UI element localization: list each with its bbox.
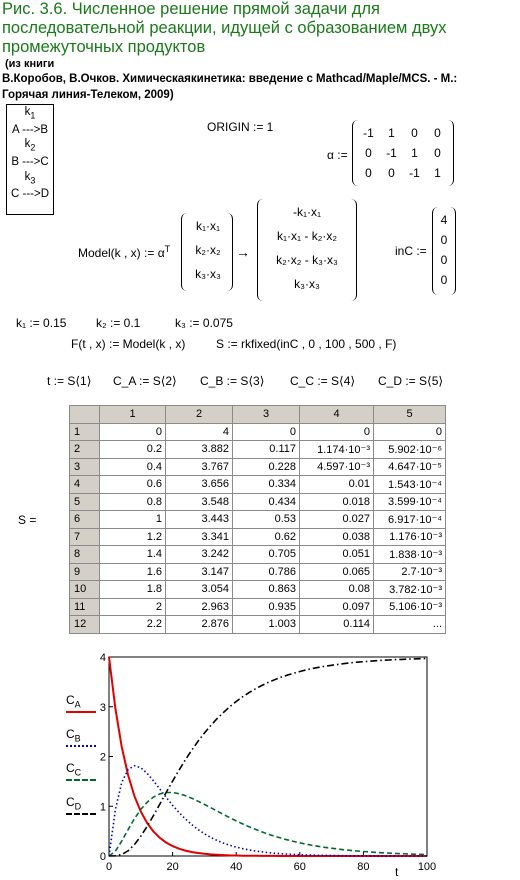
row-header: 6 xyxy=(70,511,100,529)
table-row xyxy=(70,493,446,511)
table-cell[interactable]: 0.434 xyxy=(233,493,300,511)
matrix-cell: 0 xyxy=(440,253,448,267)
table-cell[interactable]: 2.2 xyxy=(100,616,166,634)
table-row xyxy=(70,423,446,441)
y-tick-label: 2 xyxy=(99,751,106,764)
x-tick-label: 100 xyxy=(417,861,437,873)
row-header: 8 xyxy=(70,546,100,564)
series-line-c-c xyxy=(109,793,427,857)
matrix-cell: 0 xyxy=(411,126,418,140)
source-prefix: (из книги xyxy=(5,58,55,70)
matrix-cell: -1 xyxy=(409,166,420,180)
table-cell[interactable]: 3.443 xyxy=(166,511,233,529)
model-result-vector xyxy=(257,199,357,301)
column-header: 3 xyxy=(233,406,300,424)
reaction-scheme-box xyxy=(6,104,54,215)
matrix-cell: 0 xyxy=(365,166,372,180)
k1-constant: k₁ := 0.15 xyxy=(16,316,67,330)
S-definition: S := rkfixed(inC , 0 , 100 , 500 , F) xyxy=(216,337,397,351)
table-cell[interactable]: 4.597·10⁻³ xyxy=(300,458,374,476)
F-definition: F(t , x) := Model(k , x) xyxy=(71,337,186,351)
legend-item xyxy=(66,761,106,795)
table-cell[interactable]: 5.106·10⁻³ xyxy=(374,598,446,616)
CC-definition: C_C := S⟨4⟩ xyxy=(290,374,356,388)
CA-definition: C_A := S⟨2⟩ xyxy=(113,374,177,388)
row-header: 4 xyxy=(70,476,100,494)
matrix-label: S = xyxy=(18,513,37,527)
table-corner xyxy=(70,406,100,424)
matrix-cell: k₂·x₂ xyxy=(195,243,221,257)
origin-definition: ORIGIN := 1 xyxy=(207,120,274,134)
legend-label: $C_B$ xyxy=(66,727,81,744)
table-cell[interactable]: 2.7·10⁻³ xyxy=(374,563,446,581)
k3-constant: k₃ := 0.075 xyxy=(175,316,233,330)
matrix-cell: 0 xyxy=(440,273,448,287)
table-row xyxy=(70,441,446,459)
y-tick-label: 1 xyxy=(99,801,106,814)
column-header: 2 xyxy=(166,406,233,424)
table-cell[interactable]: 0.786 xyxy=(233,563,300,581)
table-cell[interactable]: 2.963 xyxy=(166,598,233,616)
row-header: 5 xyxy=(70,493,100,511)
source-line-1: В.Коробов, В.Очков. Химическаякинетика: введение с Mathcad/Maple/MCS. - М.: xyxy=(2,73,458,85)
table-cell[interactable]: 1.176·10⁻³ xyxy=(374,528,446,546)
alpha-label: α := xyxy=(327,148,348,162)
matrix-cell: 0 xyxy=(388,166,395,180)
table-cell[interactable]: 0.051 xyxy=(300,546,374,564)
matrix-cell: 4 xyxy=(440,213,448,227)
table-cell[interactable]: 0.01 xyxy=(300,476,374,494)
table-row xyxy=(70,511,446,529)
matrix-cell: 0 xyxy=(365,146,372,160)
row-header: 3 xyxy=(70,458,100,476)
y-tick-label: 4 xyxy=(99,652,106,664)
table-cell[interactable]: 3.147 xyxy=(166,563,233,581)
table-cell[interactable]: 0.53 xyxy=(233,511,300,529)
table-cell[interactable]: 1.6 xyxy=(100,563,166,581)
row-header: 2 xyxy=(70,441,100,459)
table-cell[interactable]: 1.174·10⁻³ xyxy=(300,441,374,459)
row-header: 12 xyxy=(70,616,100,634)
legend-swatch xyxy=(66,711,96,713)
table-row xyxy=(70,598,446,616)
table-cell[interactable]: 1.003 xyxy=(233,616,300,634)
reaction-3: C --->D xyxy=(10,188,49,201)
arrow: → xyxy=(236,244,250,260)
x-tick-label: 20 xyxy=(166,861,179,873)
reaction-2: B --->C xyxy=(11,156,49,169)
model-lhs: Model(k , x) := $\alpha^T$ xyxy=(78,244,171,260)
column-header: 4 xyxy=(300,406,374,424)
rate-k1: $k_1$ xyxy=(24,106,36,121)
table-cell[interactable]: 0.4 xyxy=(100,458,166,476)
CD-definition: C_D := S⟨5⟩ xyxy=(378,374,444,388)
table-cell[interactable]: 0.935 xyxy=(233,598,300,616)
inc-vector xyxy=(432,207,456,295)
table-cell[interactable]: 0.08 xyxy=(300,581,374,599)
figure-title: Рис. 3.6. Численное решение прямой задачи для последовательной реакции, идущей с образованием двух промежуточных продуктов xyxy=(2,0,447,56)
x-tick-label: 40 xyxy=(230,861,243,873)
series-line-c-a xyxy=(109,657,427,856)
table-cell[interactable]: 3.782·10⁻³ xyxy=(374,581,446,599)
table-cell[interactable]: 0.6 xyxy=(100,476,166,494)
table-cell[interactable]: 0.228 xyxy=(233,458,300,476)
table-cell[interactable]: 0.8 xyxy=(100,493,166,511)
table-row xyxy=(70,528,446,546)
matrix-cell: -1 xyxy=(363,126,374,140)
table-row xyxy=(70,563,446,581)
table-cell[interactable]: 1.838·10⁻³ xyxy=(374,546,446,564)
column-header: 1 xyxy=(100,406,166,424)
matrix-cell: 1 xyxy=(411,146,418,160)
row-header: 1 xyxy=(70,423,100,441)
row-header: 10 xyxy=(70,581,100,599)
table-cell[interactable]: 0.863 xyxy=(233,581,300,599)
table-cell[interactable]: 6.917·10⁻⁴ xyxy=(374,511,446,529)
legend-item xyxy=(66,795,106,829)
matrix-cell: k₁·x₁ - k₂·x₂ xyxy=(276,229,338,243)
table-row xyxy=(70,581,446,599)
legend-label: $C_D$ xyxy=(66,795,82,812)
row-header: 9 xyxy=(70,563,100,581)
series-line-c-b xyxy=(109,766,427,856)
alpha-matrix xyxy=(352,120,454,186)
S-result-table[interactable] xyxy=(69,405,446,634)
CB-definition: C_B := S⟨3⟩ xyxy=(200,374,265,388)
inc-label: inC := xyxy=(395,244,427,258)
table-header-row xyxy=(70,406,446,424)
table-cell[interactable]: 0.117 xyxy=(233,441,300,459)
table-cell[interactable]: 1 xyxy=(100,511,166,529)
x-axis-label: t xyxy=(395,865,399,879)
table-cell[interactable]: 0.097 xyxy=(300,598,374,616)
x-tick-label: 80 xyxy=(357,861,370,873)
table-cell[interactable]: 4.647·10⁻⁵ xyxy=(374,458,446,476)
matrix-cell: k₃·x₃ xyxy=(195,267,221,281)
legend-label: $C_A$ xyxy=(66,693,81,710)
matrix-cell: 1 xyxy=(434,166,441,180)
table-cell[interactable]: 0.027 xyxy=(300,511,374,529)
table-cell[interactable]: 2 xyxy=(100,598,166,616)
table-cell[interactable]: 3.054 xyxy=(166,581,233,599)
table-cell[interactable]: 3.767 xyxy=(166,458,233,476)
table-row xyxy=(70,476,446,494)
table-cell[interactable]: 0.705 xyxy=(233,546,300,564)
matrix-cell: 0 xyxy=(440,233,448,247)
series-line-c-d xyxy=(109,659,427,857)
matrix-cell: 0 xyxy=(434,146,441,160)
source-line-2: Горячая линия-Телеком, 2009) xyxy=(2,89,174,101)
table-row xyxy=(70,458,446,476)
row-header: 11 xyxy=(70,598,100,616)
table-cell[interactable]: 5.902·10⁻⁶ xyxy=(374,441,446,459)
table-cell[interactable]: 0 xyxy=(233,423,300,441)
table-cell[interactable]: 0.62 xyxy=(233,528,300,546)
table-cell[interactable]: 3.599·10⁻⁴ xyxy=(374,493,446,511)
chart-legend xyxy=(66,693,106,829)
matrix-cell: 1 xyxy=(388,126,395,140)
k2-constant: k₂ := 0.1 xyxy=(96,316,141,330)
table-cell[interactable]: 3.656 xyxy=(166,476,233,494)
table-cell[interactable]: 3.882 xyxy=(166,441,233,459)
row-header: 7 xyxy=(70,528,100,546)
legend-item xyxy=(66,727,106,761)
legend-swatch xyxy=(66,779,96,781)
source-citation xyxy=(2,71,457,103)
table-cell[interactable]: 0.114 xyxy=(300,616,374,634)
table-cell[interactable]: ... xyxy=(374,616,446,634)
legend-swatch xyxy=(66,745,96,747)
y-tick-label: 3 xyxy=(99,701,106,714)
table-cell[interactable]: 3.548 xyxy=(166,493,233,511)
model-vector xyxy=(181,213,233,291)
table-cell[interactable]: 0 xyxy=(100,423,166,441)
table-cell[interactable]: 0.2 xyxy=(100,441,166,459)
table-cell[interactable]: 3.242 xyxy=(166,546,233,564)
x-tick-label: 0 xyxy=(105,861,113,873)
rate-k3: $k_3$ xyxy=(24,170,36,185)
table-cell[interactable]: 0 xyxy=(300,423,374,441)
rate-k2: $k_2$ xyxy=(24,138,36,153)
column-header: 5 xyxy=(374,406,446,424)
t-definition: t := S⟨1⟩ xyxy=(47,374,92,388)
table-cell[interactable]: 1.543·10⁻⁴ xyxy=(374,476,446,494)
table-cell[interactable]: 1.8 xyxy=(100,581,166,599)
x-tick-label: 60 xyxy=(293,861,306,873)
plot-frame xyxy=(109,657,427,856)
table-cell[interactable]: 0.038 xyxy=(300,528,374,546)
reaction-1: A --->B xyxy=(11,123,49,136)
table-cell[interactable]: 0 xyxy=(374,423,446,441)
table-cell[interactable]: 0.018 xyxy=(300,493,374,511)
table-cell[interactable]: 3.341 xyxy=(166,528,233,546)
table-cell[interactable]: 2.876 xyxy=(166,616,233,634)
table-cell[interactable]: 1.4 xyxy=(100,546,166,564)
table-row xyxy=(70,546,446,564)
matrix-cell: k₃·x₃ xyxy=(294,277,320,291)
matrix-cell: 0 xyxy=(434,126,441,140)
matrix-cell: -k₁·x₁ xyxy=(292,205,322,219)
legend-item xyxy=(66,693,106,727)
table-cell[interactable]: 0.334 xyxy=(233,476,300,494)
legend-swatch xyxy=(66,813,96,815)
y-tick-label: 0 xyxy=(99,851,106,863)
table-cell[interactable]: 4 xyxy=(166,423,233,441)
matrix-cell: -1 xyxy=(386,146,397,160)
matrix-cell: k₂·x₂ - k₃·x₃ xyxy=(276,253,338,267)
legend-label: $C_C$ xyxy=(66,761,82,778)
table-row xyxy=(70,616,446,634)
matrix-cell: k₁·x₁ xyxy=(195,219,221,233)
table-cell[interactable]: 1.2 xyxy=(100,528,166,546)
table-cell[interactable]: 0.065 xyxy=(300,563,374,581)
